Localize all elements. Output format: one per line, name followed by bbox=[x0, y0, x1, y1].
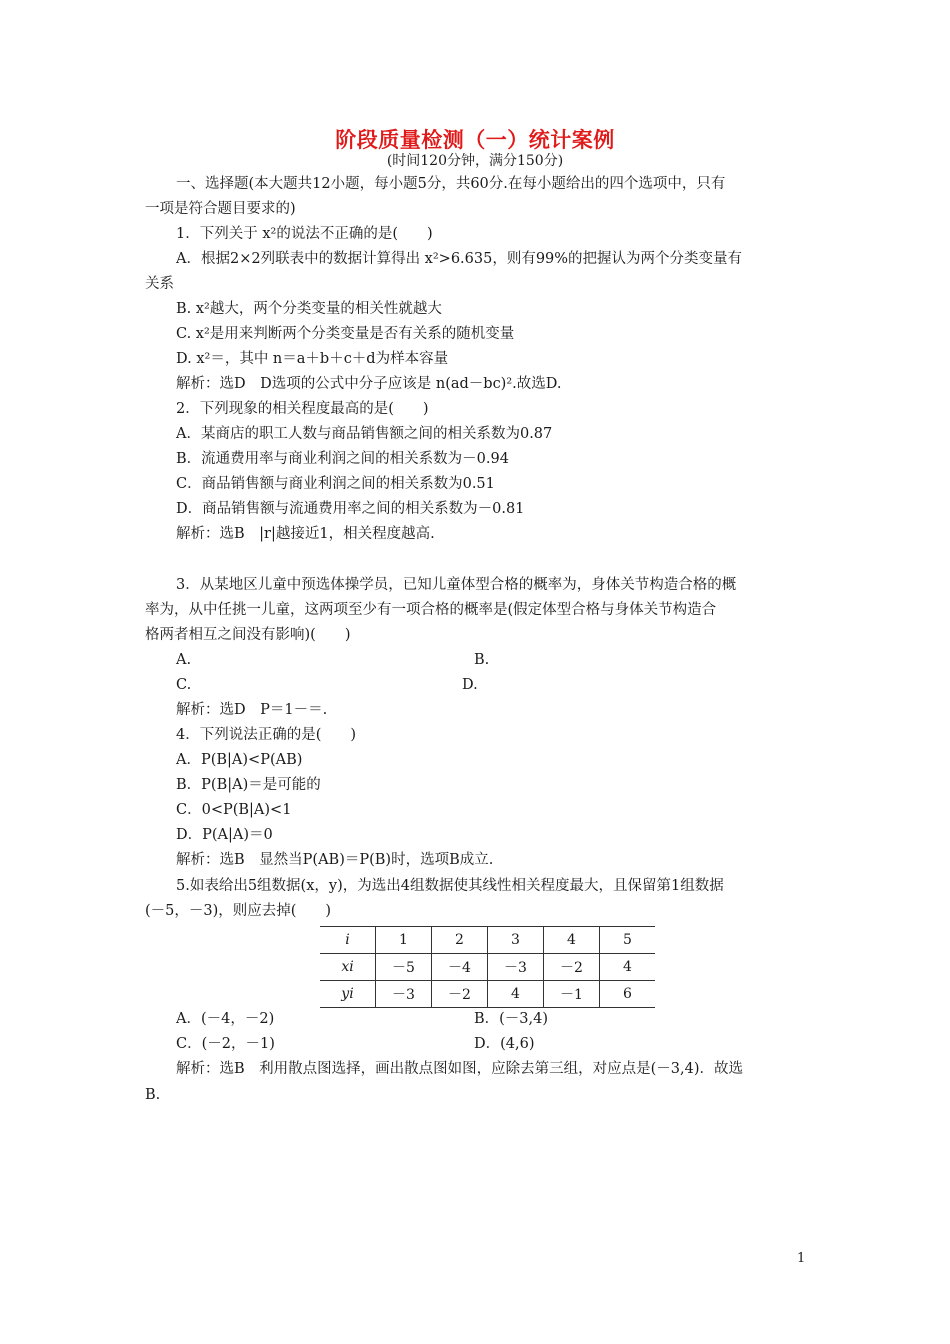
q5-solution-line-1: 解析：选B 利用散点图选择，画出散点图如图，应除去第三组，对应点是(－3,4)．故选 bbox=[176, 1061, 744, 1077]
q2-option-c: C．商品销售额与商业利润之间的相关系数为0.51 bbox=[176, 476, 495, 492]
q3-option-c: C. bbox=[176, 677, 192, 693]
q3-stem-line-2: 率为，从中任挑一儿童，这两项至少有一项合格的概率是(假定体型合格与身体关节构造合 bbox=[145, 602, 717, 618]
table-cell: 6 bbox=[600, 981, 656, 1008]
q3-stem-line-3: 格两者相互之间没有影响)( ) bbox=[145, 627, 351, 643]
q1-solution: 解析：选D D选项的公式中分子应该是 n(ad－bc)².故选D. bbox=[176, 376, 562, 392]
q1-option-c: C. x²是用来判断两个分类变量是否有关系的随机变量 bbox=[176, 326, 515, 342]
page-title: 阶段质量检测（一）统计案例 bbox=[335, 127, 615, 152]
q1-option-b: B. x²越大，两个分类变量的相关性就越大 bbox=[176, 301, 442, 317]
table-cell: 4 bbox=[544, 927, 600, 954]
page-subtitle: (时间120分钟，满分150分) bbox=[386, 153, 564, 169]
table-cell: 5 bbox=[600, 927, 656, 954]
q2-stem: 2．下列现象的相关程度最高的是( ) bbox=[176, 401, 429, 417]
page-number: 1 bbox=[797, 1251, 806, 1266]
table-cell: －1 bbox=[544, 981, 600, 1008]
section-intro-line-1: 一、选择题(本大题共12小题，每小题5分，共60分.在每小题给出的四个选项中，只有 bbox=[176, 176, 726, 192]
table-cell: 4 bbox=[488, 981, 544, 1008]
q5-option-b: B．(－3,4) bbox=[474, 1011, 549, 1027]
q3-solution: 解析：选D P＝1－＝. bbox=[176, 702, 328, 718]
q5-solution-line-2: B. bbox=[145, 1087, 161, 1103]
q5-stem-line-1: 5.如表给出5组数据(x，y)，为选出4组数据使其线性相关程度最大，且保留第1组数据 bbox=[176, 878, 724, 894]
q1-stem: 1．下列关于 x²的说法不正确的是( ) bbox=[176, 226, 433, 242]
table-cell: －2 bbox=[544, 954, 600, 981]
table-cell: －2 bbox=[432, 981, 488, 1008]
q3-option-a: A. bbox=[176, 652, 192, 668]
q4-option-c: C．0<P(B|A)<1 bbox=[176, 802, 292, 818]
q3-option-d: D. bbox=[462, 677, 478, 693]
section-intro-line-2: 一项是符合题目要求的) bbox=[145, 201, 296, 217]
table-cell: i bbox=[320, 927, 376, 954]
table-cell: 2 bbox=[432, 927, 488, 954]
q5-data-table bbox=[320, 926, 655, 1008]
table-cell: －3 bbox=[488, 954, 544, 981]
q2-option-d: D．商品销售额与流通费用率之间的相关系数为－0.81 bbox=[176, 501, 525, 517]
q4-option-b: B．P(B|A)＝是可能的 bbox=[176, 777, 321, 793]
table-cell: －4 bbox=[432, 954, 488, 981]
table-cell: 1 bbox=[376, 927, 432, 954]
q4-option-a: A．P(B|A)<P(AB) bbox=[176, 752, 303, 768]
q4-solution: 解析：选B 显然当P(AB)＝P(B)时，选项B成立. bbox=[176, 852, 494, 868]
q4-option-d: D．P(A|A)＝0 bbox=[176, 827, 273, 843]
table-cell: xi bbox=[320, 954, 376, 981]
q2-solution: 解析：选B |r|越接近1，相关程度越高. bbox=[176, 526, 435, 542]
table-row bbox=[320, 981, 655, 1008]
q2-option-b: B．流通费用率与商业利润之间的相关系数为－0.94 bbox=[176, 451, 509, 467]
table-row bbox=[320, 954, 655, 981]
q3-option-b: B. bbox=[474, 652, 490, 668]
q5-option-a: A．(－4，－2) bbox=[176, 1011, 275, 1027]
table-cell: 3 bbox=[488, 927, 544, 954]
q2-option-a: A．某商店的职工人数与商品销售额之间的相关系数为0.87 bbox=[176, 426, 553, 442]
q1-option-a-cont: 关系 bbox=[145, 276, 174, 292]
q3-stem-line-1: 3．从某地区儿童中预选体操学员，已知儿童体型合格的概率为，身体关节构造合格的概 bbox=[176, 577, 737, 593]
q5-stem-line-2: (－5，－3)，则应去掉( ) bbox=[145, 903, 332, 919]
table-row bbox=[320, 927, 655, 954]
q5-option-c: C．(－2，－1) bbox=[176, 1036, 275, 1052]
table-cell: －5 bbox=[376, 954, 432, 981]
q1-option-a: A．根据2×2列联表中的数据计算得出 x²>6.635，则有99%的把握认为两个分类变量有 bbox=[176, 251, 743, 267]
q1-option-d: D. x²＝，其中 n＝a＋b＋c＋d为样本容量 bbox=[176, 351, 449, 367]
q4-stem: 4．下列说法正确的是( ) bbox=[176, 727, 357, 743]
table-cell: 4 bbox=[600, 954, 656, 981]
table-cell: －3 bbox=[376, 981, 432, 1008]
table-cell: yi bbox=[320, 981, 376, 1008]
q5-option-d: D．(4,6) bbox=[474, 1036, 535, 1052]
